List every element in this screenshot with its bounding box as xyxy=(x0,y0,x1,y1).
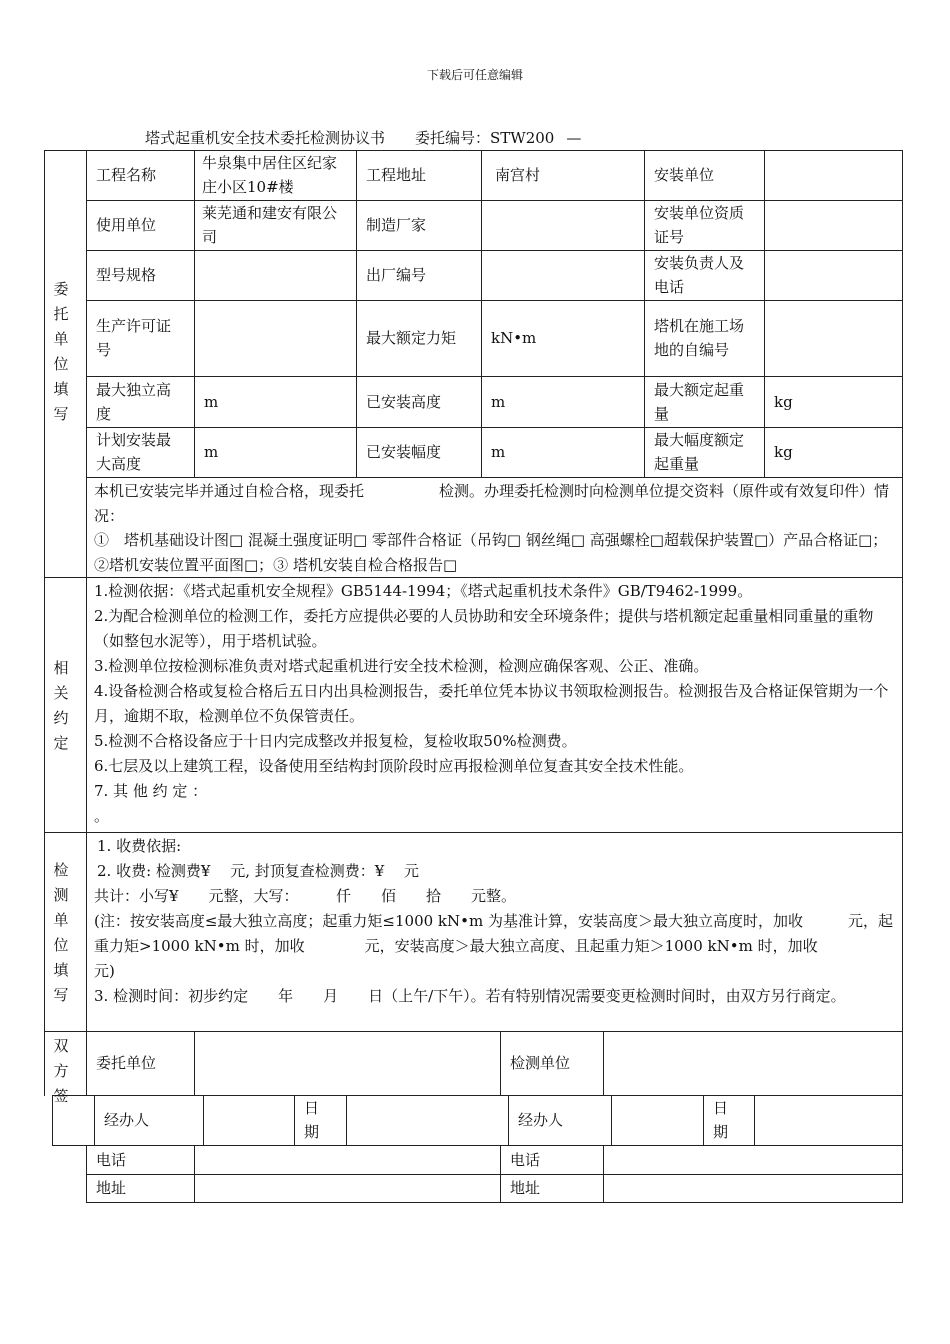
label-planned-max-height: 计划安装最大高度 xyxy=(96,431,172,473)
label-handler-right: 经办人 xyxy=(518,1111,564,1129)
value-project-name[interactable]: 牛泉集中居住区纪家庄小区10#楼 xyxy=(202,154,338,196)
term-4: 4.设备检测合格或复检合格后五日内出具检测报告，委托单位凭本协议书领取检测报告。检测报告及合格证保管期为一个月，逾期不取，检测单位不负保管责任。 xyxy=(94,682,889,725)
section-label-sign: 双 方 签 xyxy=(53,1037,69,1105)
test-time[interactable]: 3. 检测时间：初步约定 年 月 日（上午/下午）。若有特别情况需要变更检测时间时，由双方另行商定。 xyxy=(94,987,846,1005)
label-max-torque: 最大额定力矩 xyxy=(366,329,457,347)
section-label-terms: 相 关 约 定 xyxy=(53,659,69,752)
value-max-radius-load[interactable]: kg xyxy=(774,443,793,461)
label-install-unit: 安装单位 xyxy=(654,166,715,184)
value-phone-left[interactable] xyxy=(194,1146,500,1174)
value-installed-radius[interactable]: m xyxy=(491,443,506,461)
label-install-qualification: 安装单位资质证号 xyxy=(654,204,745,246)
fee-amount[interactable]: 2. 收费: 检测费¥ 元, 封顶复查检测费：¥ 元 xyxy=(97,862,420,880)
label-max-radius-load: 最大幅度额定起重量 xyxy=(654,431,745,473)
label-install-manager: 安装负责人及电话 xyxy=(654,254,745,296)
label-test-unit: 检测单位 xyxy=(510,1054,571,1072)
value-installed-height[interactable]: m xyxy=(491,392,506,411)
fee-basis[interactable]: 1. 收费依据: xyxy=(97,837,182,855)
value-address-left[interactable] xyxy=(194,1174,500,1202)
value-user-unit[interactable]: 莱芜通和建安有限公司 xyxy=(202,204,338,246)
value-manufacturer[interactable] xyxy=(481,200,644,250)
label-address-left: 地址 xyxy=(96,1179,127,1197)
contract-number: 委托编号：STW200 xyxy=(415,129,555,147)
value-model[interactable] xyxy=(194,250,356,300)
label-handler-left: 经办人 xyxy=(104,1111,150,1129)
label-manufacturer: 制造厂家 xyxy=(366,216,427,234)
client-note-line2: ① 塔机基础设计图□ 混凝土强度证明□ 零部件合格证（吊钩□ 钢丝绳□ 高强螺栓□超载保护装置□）产品合格证□；②塔机安装位置平面图□；③ 塔机安装自检合格报告□ xyxy=(94,531,888,574)
section-label-testing: 检 测 单 位 填 写 xyxy=(53,861,69,1004)
label-serial-number: 出厂编号 xyxy=(366,266,427,284)
label-model: 型号规格 xyxy=(96,266,157,284)
label-address-right: 地址 xyxy=(510,1179,541,1197)
value-phone-right[interactable] xyxy=(603,1146,902,1174)
section-label-client: 委 托 单 位 填 写 xyxy=(53,280,69,423)
value-date-left[interactable] xyxy=(346,1095,508,1145)
value-max-torque[interactable]: kN•m xyxy=(491,329,537,347)
label-installed-radius: 已安装幅度 xyxy=(366,443,442,461)
label-installed-height: 已安装高度 xyxy=(366,392,442,411)
label-site-number: 塔机在施工场地的自编号 xyxy=(654,317,745,359)
label-client-unit: 委托单位 xyxy=(96,1054,157,1072)
value-serial-number[interactable] xyxy=(481,250,644,300)
label-phone-right: 电话 xyxy=(510,1151,541,1169)
value-client-unit[interactable] xyxy=(194,1031,500,1095)
term-7[interactable]: 7. 其 他 约 定 ： xyxy=(94,782,208,800)
label-phone-left: 电话 xyxy=(96,1151,127,1169)
value-install-unit[interactable] xyxy=(764,150,902,200)
value-install-qualification[interactable] xyxy=(764,200,902,250)
page-title xyxy=(145,127,581,148)
value-site-number[interactable] xyxy=(764,300,902,376)
contract-number-suffix: — xyxy=(566,129,582,147)
client-note-line1: 本机已安装完毕并通过自检合格，现委托 检测。办理委托检测时向检测单位提交资料（原件或有效复印件）情况： xyxy=(94,482,890,525)
term-6: 6.七层及以上建筑工程，设备使用至结构封顶阶段时应再报检测单位复查其安全技术性能。 xyxy=(94,757,694,775)
fee-total[interactable]: 共计：小写¥ 元整，大写： 仟 佰 拾 元整。 xyxy=(94,887,517,905)
label-project-address: 工程地址 xyxy=(366,166,427,184)
value-address-right[interactable] xyxy=(603,1174,902,1202)
value-production-license[interactable] xyxy=(194,300,356,376)
term-3: 3.检测单位按检测标准负责对塔式起重机进行安全技术检测，检测应确保客观、公正、准确。 xyxy=(94,657,709,675)
value-planned-max-height[interactable]: m xyxy=(204,443,219,461)
value-project-address[interactable]: 南宫村 xyxy=(495,166,541,184)
value-test-unit[interactable] xyxy=(603,1031,902,1095)
page-watermark: 下载后可任意编辑 xyxy=(426,68,523,82)
term-1: 1.检测依据：《塔式起重机安全规程》GB5144-1994；《塔式起重机技术条件》GB/T9462-1999。 xyxy=(94,582,753,600)
value-date-right[interactable] xyxy=(754,1095,902,1145)
value-max-load[interactable]: kg xyxy=(774,392,793,411)
label-max-load: 最大额定起重量 xyxy=(654,380,745,423)
label-date-left: 日期 xyxy=(304,1099,320,1141)
term-5: 5.检测不合格设备应于十日内完成整改并报复检，复检收取50%检测费。 xyxy=(94,732,577,750)
term-8: 。 xyxy=(94,807,110,825)
term-2: 2.为配合检测单位的检测工作，委托方应提供必要的人员协助和安全环境条件；提供与塔机额定起重量相同重量的重物（如整包水泥等），用于塔机试验。 xyxy=(94,607,874,650)
value-handler-right[interactable] xyxy=(611,1095,703,1145)
label-production-license: 生产许可证号 xyxy=(96,317,172,359)
value-handler-left[interactable] xyxy=(203,1095,294,1145)
label-user-unit: 使用单位 xyxy=(96,216,157,234)
label-project-name: 工程名称 xyxy=(96,166,157,184)
label-max-free-height: 最大独立高度 xyxy=(96,380,172,423)
fee-note: (注：按安装高度≤最大独立高度；起重力矩≤1000 kN•m 为基准计算，安装高度＞最大独立高度时，加收 元，起重力矩>1000 kN•m 时，加收 元，安装高度＞最大独立高度、且起重力矩＞1000 kN•m 时，加收 元) xyxy=(94,912,893,980)
label-date-right: 日期 xyxy=(713,1099,729,1141)
title-text: 塔式起重机安全技术委托检测协议书 xyxy=(145,129,386,147)
value-install-manager[interactable] xyxy=(764,250,902,300)
value-max-free-height[interactable]: m xyxy=(204,392,219,411)
